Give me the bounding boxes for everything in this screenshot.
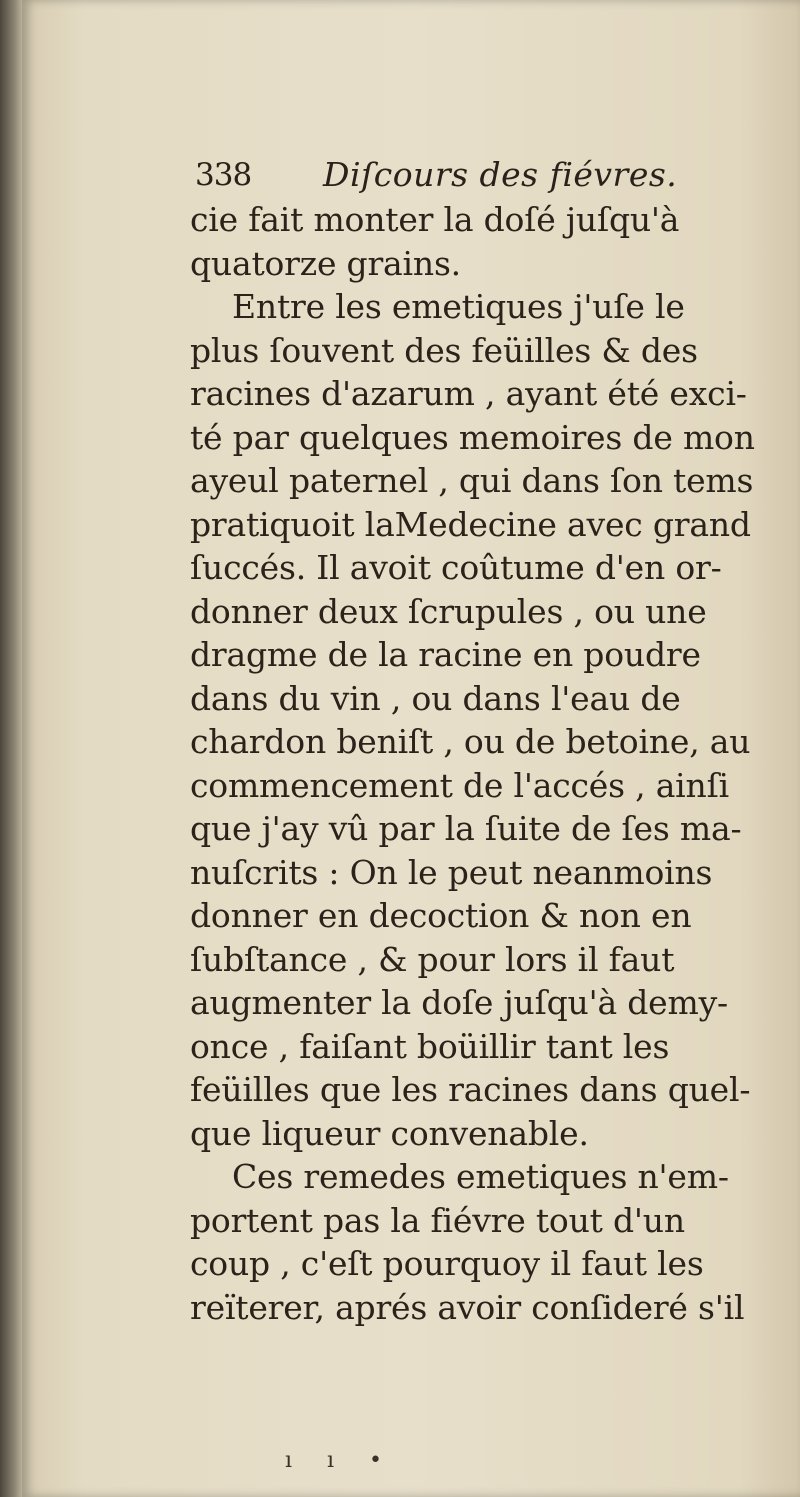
text-line: ayeul paternel , qui dans ſon tems xyxy=(190,461,754,500)
text-line: reïterer, aprés avoir conſideré s'il xyxy=(190,1287,745,1327)
text-line: té par quelques memoires de mon xyxy=(190,417,755,457)
text-line: plus ſouvent des feüilles & des xyxy=(190,330,698,370)
text-line: racines d'azarum , ayant été exci- xyxy=(190,374,747,413)
running-head xyxy=(195,152,755,198)
text-line: donner en decoction & non en xyxy=(190,896,692,935)
text-line: augmenter la doſe juſqu'à demy- xyxy=(190,983,728,1022)
text-line: que liqueur convenable. xyxy=(190,1113,589,1153)
text-line: nuſcrits : On le peut neanmoins xyxy=(190,852,713,892)
text-line: pratiquoit laMedecine avec grand xyxy=(190,504,751,544)
footer-marks: ı ı • xyxy=(285,1448,397,1473)
text-line: Ces remedes emetiques n'em- xyxy=(232,1157,729,1196)
text-line: dragme de la racine en poudre xyxy=(190,635,701,674)
text-line: donner deux ſcrupules , ou une xyxy=(190,591,707,631)
text-line: que j'ay vû par la ſuite de ſes ma- xyxy=(190,809,742,848)
text-line: dans du vin , ou dans l'eau de xyxy=(190,678,681,718)
text-line: coup , c'eſt pourquoy il faut les xyxy=(190,1244,704,1283)
text-line: Entre les emetiques j'uſe le xyxy=(232,287,685,326)
text-line: ſuccés. Il avoit coûtume d'en or- xyxy=(190,548,722,587)
text-line: portent pas la fiévre tout d'un xyxy=(190,1200,685,1240)
text-line: commencement de l'accés , ainſi xyxy=(190,765,729,805)
running-title: Diſcours des fiévres. xyxy=(323,155,678,194)
text-line: once , faiſant boüillir tant les xyxy=(190,1026,670,1066)
text-line: chardon beniſt , ou de betoine, au xyxy=(190,722,751,761)
text-line: feüilles que les racines dans quel- xyxy=(190,1070,751,1109)
page-number: 338 xyxy=(195,157,252,193)
text-line: quatorze grains. xyxy=(190,243,461,283)
text-line: ſubſtance , & pour lors il faut xyxy=(190,939,675,979)
book-binding-edge xyxy=(0,0,24,1497)
body-text xyxy=(190,198,775,1329)
text-line: cie fait monter la doſé juſqu'à xyxy=(190,200,680,239)
